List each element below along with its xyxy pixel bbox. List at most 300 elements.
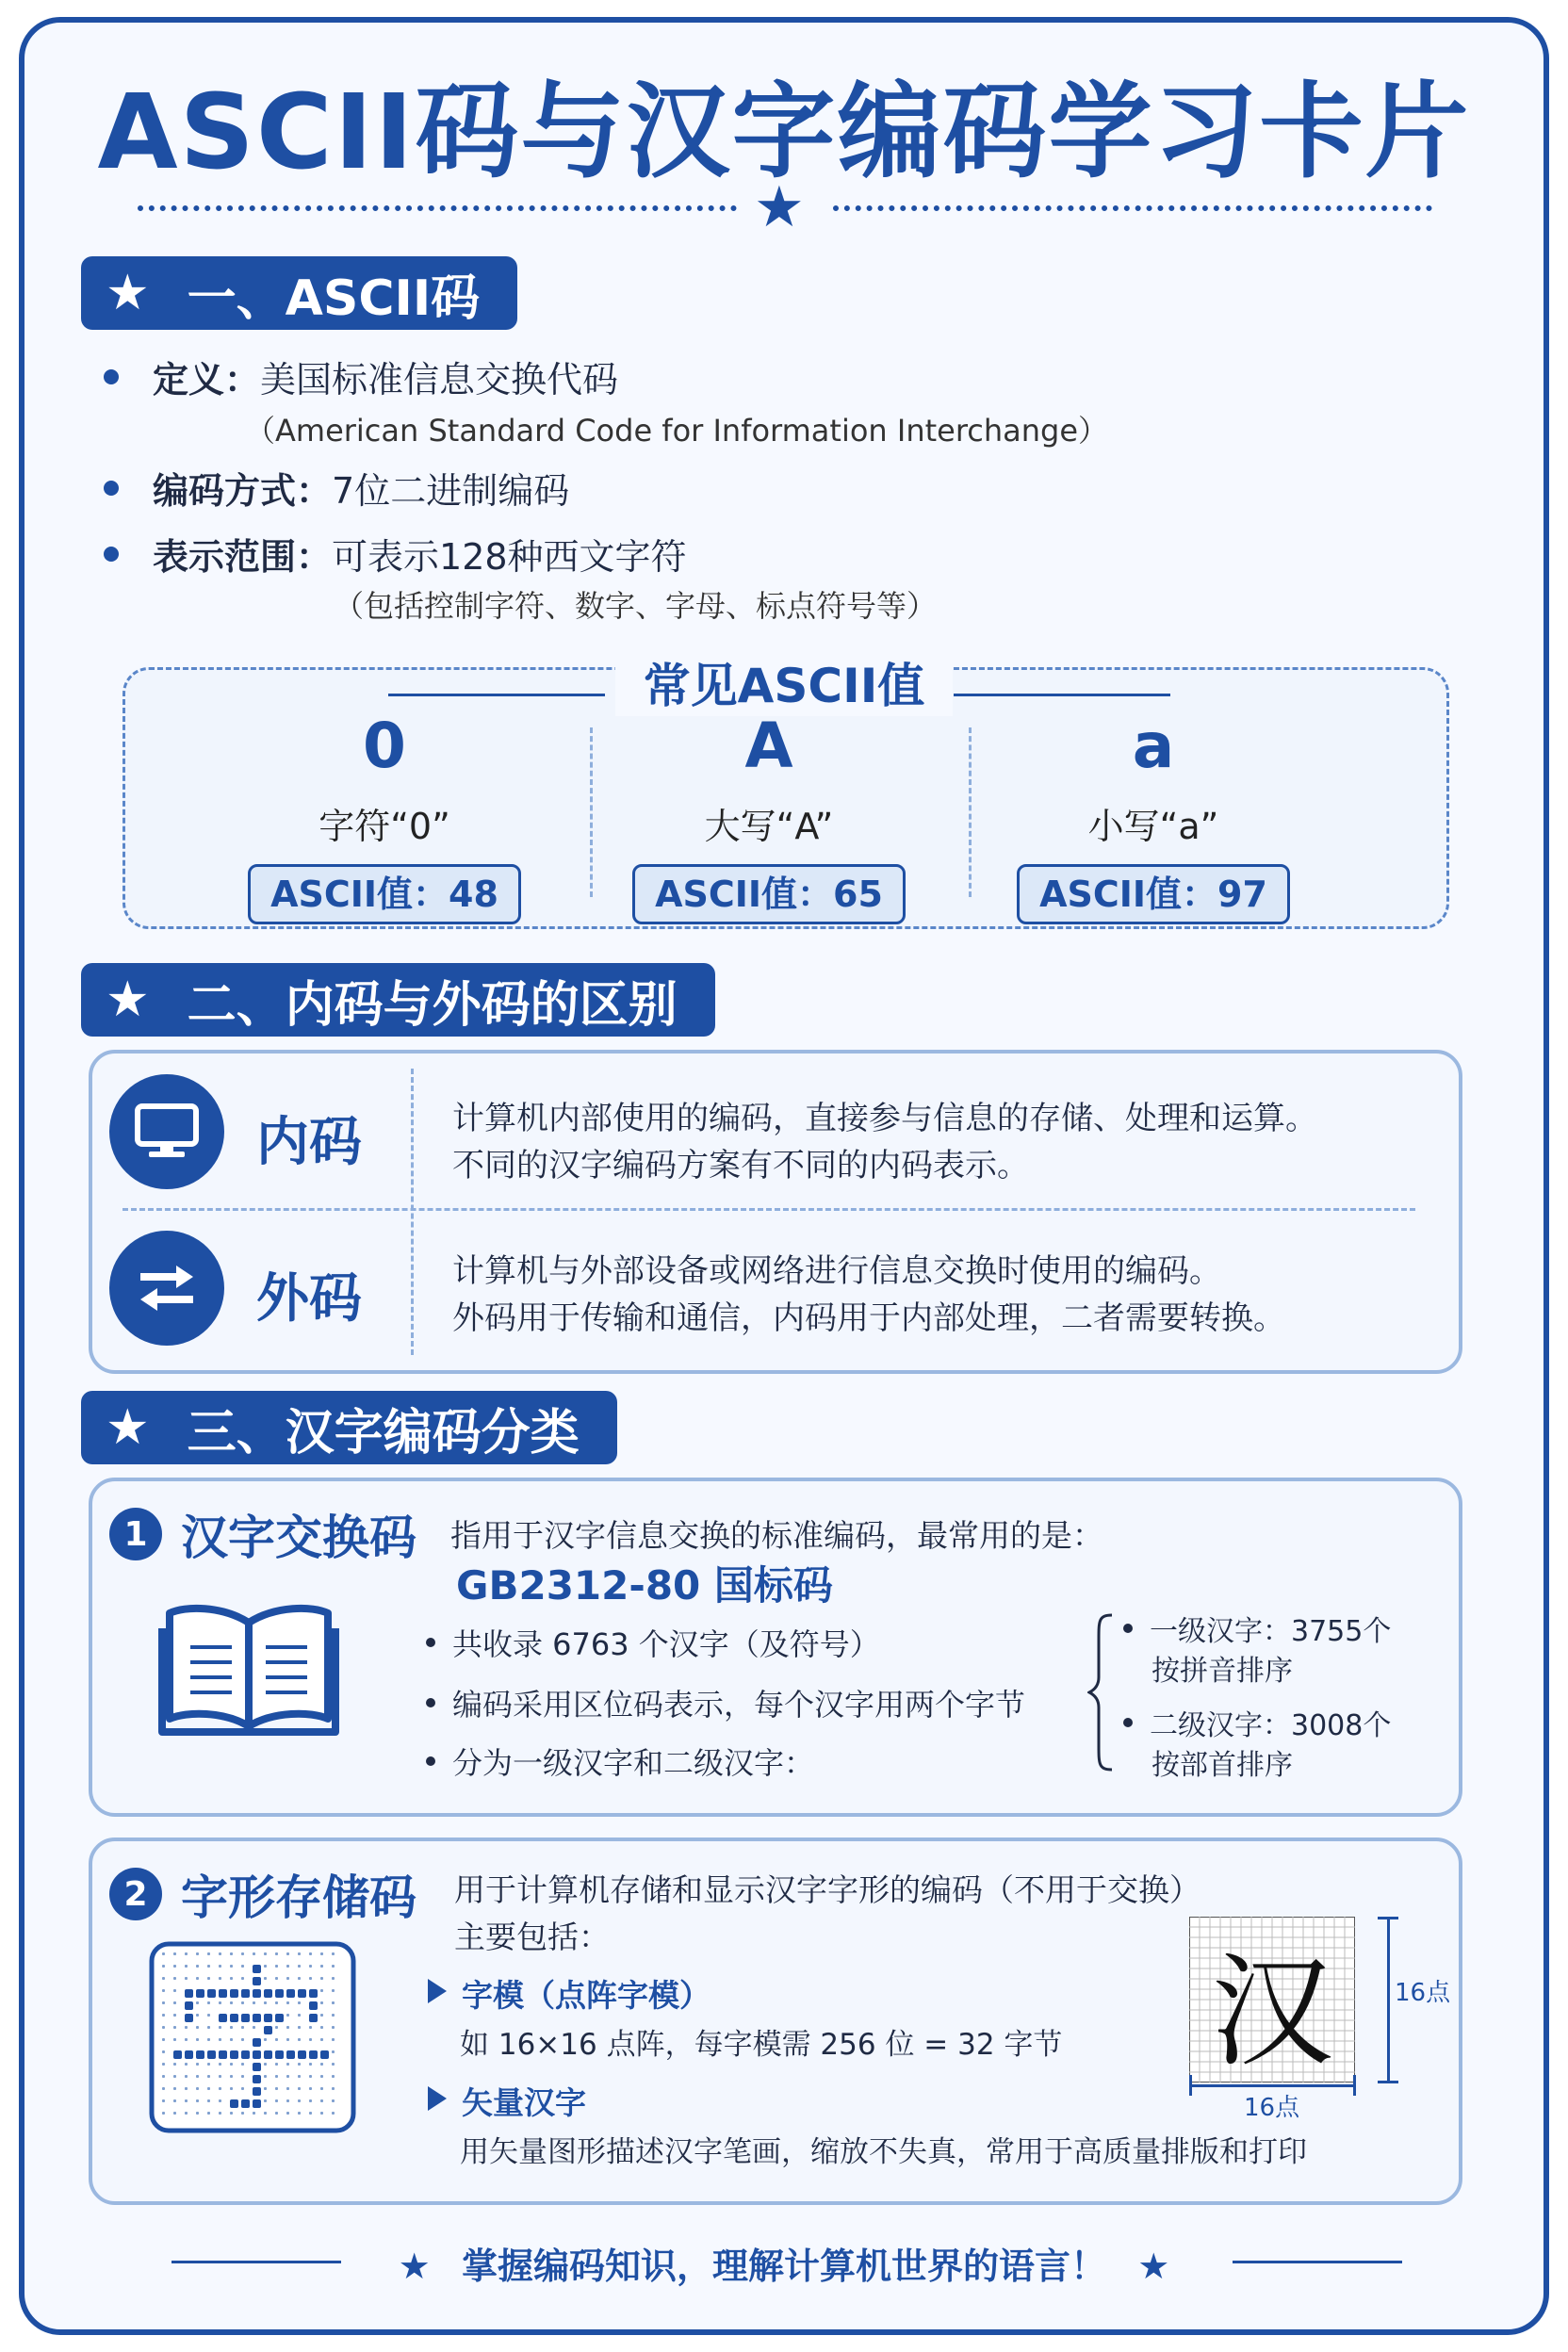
exchange-point-2 — [426, 1740, 814, 1783]
matrix-dot-off — [173, 2026, 176, 2029]
matrix-dot-on — [253, 1965, 261, 1973]
example-char: A — [744, 710, 793, 782]
example-value-badge: ASCII值：48 — [248, 864, 521, 924]
matrix-dot-off — [173, 2099, 176, 2102]
matrix-dot-off — [162, 2112, 165, 2115]
matrix-dot-off — [173, 1952, 176, 1955]
title-divider-right — [833, 205, 1432, 211]
matrix-dot-off — [241, 2087, 244, 2090]
matrix-dot-off — [275, 1952, 278, 1955]
dimension-line-vertical — [1387, 1917, 1390, 2082]
matrix-dot-off — [275, 1965, 278, 1968]
matrix-dot-off — [320, 2087, 323, 2090]
matrix-dot-off — [309, 2026, 312, 2029]
matrix-dot-off — [298, 1952, 301, 1955]
star-icon: ★ — [1137, 2246, 1170, 2287]
exchange-arrows-icon — [109, 1231, 224, 1346]
matrix-dot-off — [309, 2075, 312, 2078]
outer-code-line1: 计算机与外部设备或网络进行信息交换时使用的编码。 — [452, 1252, 1221, 1290]
matrix-dot-off — [298, 2063, 301, 2066]
matrix-dot-off — [309, 1952, 312, 1955]
ascii-example-1 — [580, 709, 957, 924]
matrix-dot-off — [196, 2014, 199, 2017]
matrix-dot-off — [264, 2063, 267, 2066]
matrix-dot-off — [275, 2075, 278, 2078]
matrix-dot-off — [298, 2026, 301, 2029]
matrix-dot-off — [264, 2038, 267, 2041]
matrix-dot-off — [241, 2063, 244, 2066]
vector-glyph-title: 矢量汉字 — [462, 2084, 586, 2121]
page-title: ASCII码与汉字编码学习卡片 — [97, 72, 1471, 192]
dimension-tick — [1378, 2081, 1398, 2083]
matrix-dot-off — [320, 1989, 323, 1992]
matrix-dot-off — [264, 2001, 267, 2004]
matrix-dot-off — [207, 2075, 210, 2078]
matrix-dot-off — [264, 1965, 267, 1968]
matrix-dot-off — [320, 1977, 323, 1980]
dimension-tick — [1189, 2075, 1192, 2096]
matrix-dot-off — [162, 2063, 165, 2066]
level2-line1 — [1123, 1702, 1391, 1743]
matrix-dot-off — [332, 2112, 335, 2115]
definition-value: 美国标准信息交换代码 — [260, 359, 619, 400]
level1-count: 一级汉字：3755个 — [1150, 1615, 1392, 1648]
example-char: a — [1132, 710, 1175, 782]
exchange-code-desc: 指用于汉字信息交换的标准编码，最常用的是： — [450, 1517, 1103, 1554]
matrix-dot-off — [309, 2038, 312, 2041]
exchange-point-0 — [426, 1621, 880, 1664]
matrix-dot-off — [196, 2001, 199, 2004]
matrix-dot-on — [241, 1989, 250, 1998]
matrix-dot-off — [207, 1965, 210, 1968]
matrix-dot-off — [219, 2075, 221, 2078]
matrix-dot-off — [196, 2112, 199, 2115]
section-ascii-heading — [81, 256, 517, 330]
matrix-dot-off — [207, 2063, 210, 2066]
vector-glyph-desc: 用矢量图形描述汉字笔画，缩放不失真，常用于高质量排版和打印 — [460, 2135, 1307, 2169]
matrix-dot-off — [275, 1977, 278, 1980]
matrix-dot-off — [219, 2026, 221, 2029]
matrix-dot-off — [286, 2087, 289, 2090]
matrix-dot-off — [320, 1952, 323, 1955]
panel-divider-horizontal — [122, 1208, 1415, 1211]
footer-slogan — [0, 2237, 1568, 2289]
matrix-dot-off — [320, 2075, 323, 2078]
matrix-dot-off — [286, 1977, 289, 1980]
matrix-dot-off — [185, 2112, 188, 2115]
dot-matrix-icon — [149, 1941, 356, 2137]
matrix-dot-off — [219, 1965, 221, 1968]
matrix-dot-off — [332, 2050, 335, 2053]
inner-code-name: 内码 — [256, 1112, 362, 1173]
glyph-code-sub: 主要包括： — [454, 1919, 610, 1955]
dot-matrix-title: 字模（点阵字模） — [462, 1977, 710, 2014]
matrix-dot-off — [207, 2087, 210, 2090]
matrix-dot-on — [219, 1989, 227, 1998]
matrix-dot-off — [332, 2001, 335, 2004]
bullet-icon — [104, 369, 119, 384]
matrix-dot-off — [162, 2050, 165, 2053]
matrix-dot-on — [253, 2014, 261, 2022]
matrix-dot-on — [185, 2014, 193, 2022]
matrix-dot-off — [320, 2038, 323, 2041]
matrix-dot-off — [185, 1977, 188, 1980]
matrix-dot-off — [253, 2112, 255, 2115]
matrix-dot-on — [230, 1989, 238, 1998]
matrix-dot-off — [286, 2038, 289, 2041]
matrix-dot-off — [173, 1989, 176, 1992]
matrix-dot-off — [332, 2063, 335, 2066]
matrix-dot-off — [230, 2063, 233, 2066]
ascii-example-0 — [196, 709, 573, 924]
bullet-icon — [1123, 1718, 1133, 1727]
matrix-dot-off — [219, 2112, 221, 2115]
glyph-code-desc: 用于计算机存储和显示汉字字形的编码（不用于交换） — [454, 1871, 1200, 1908]
matrix-dot-off — [185, 2099, 188, 2102]
matrix-dot-off — [241, 2112, 244, 2115]
matrix-dot-off — [230, 2087, 233, 2090]
dimension-label-horizontal: 16点 — [1244, 2094, 1300, 2122]
matrix-dot-off — [230, 2038, 233, 2041]
exchange-code-title: 汉字交换码 — [181, 1511, 416, 1565]
matrix-dot-off — [196, 1952, 199, 1955]
matrix-dot-off — [241, 2026, 244, 2029]
example-label: 小写“a” — [1087, 806, 1219, 847]
matrix-dot-off — [286, 1952, 289, 1955]
outer-code-desc — [452, 1248, 1285, 1342]
matrix-dot-off — [332, 2099, 335, 2102]
gb2312-standard: GB2312-80 国标码 — [456, 1562, 833, 1609]
matrix-dot-off — [173, 2087, 176, 2090]
matrix-dot-off — [286, 2063, 289, 2066]
matrix-dot-off — [219, 2001, 221, 2004]
matrix-dot-on — [264, 2050, 272, 2059]
matrix-dot-on — [275, 1989, 284, 1998]
example-label: 字符“0” — [318, 806, 450, 847]
matrix-dot-off — [264, 1977, 267, 1980]
matrix-dot-off — [219, 2099, 221, 2102]
star-icon: ★ — [754, 174, 805, 240]
matrix-dot-off — [185, 2026, 188, 2029]
ascii-range — [104, 528, 687, 580]
matrix-dot-off — [332, 2014, 335, 2017]
footer-text: 掌握编码知识，理解计算机世界的语言！ — [461, 2246, 1106, 2287]
matrix-dot-off — [185, 1965, 188, 1968]
matrix-dot-off — [275, 2026, 278, 2029]
outer-code-line2: 外码用于传输和通信，内码用于内部处理，二者需要转换。 — [452, 1299, 1285, 1337]
matrix-dot-off — [275, 2099, 278, 2102]
matrix-dot-off — [264, 1952, 267, 1955]
matrix-dot-off — [286, 2026, 289, 2029]
star-icon: ★ — [106, 972, 150, 1028]
matrix-dot-off — [298, 2087, 301, 2090]
matrix-dot-off — [207, 2099, 210, 2102]
matrix-dot-on — [185, 1989, 193, 1998]
matrix-dot-off — [286, 2001, 289, 2004]
matrix-dot-off — [207, 1952, 210, 1955]
matrix-dot-on — [253, 1977, 261, 1985]
matrix-dot-off — [286, 2099, 289, 2102]
matrix-dot-on — [264, 2026, 272, 2034]
matrix-dot-off — [264, 2112, 267, 2115]
matrix-dot-off — [298, 2099, 301, 2102]
title-divider-left — [138, 205, 737, 211]
matrix-dot-off — [241, 2075, 244, 2078]
matrix-dot-on — [173, 2050, 182, 2059]
matrix-dot-off — [320, 2026, 323, 2029]
panel-divider-vertical — [411, 1069, 414, 1355]
matrix-dot-on — [207, 2050, 216, 2059]
matrix-dot-off — [173, 2112, 176, 2115]
point-text: 编码采用区位码表示，每个汉字用两个字节 — [452, 1687, 1026, 1723]
matrix-dot-on — [309, 1989, 318, 1998]
matrix-dot-off — [207, 2014, 210, 2017]
ascii-definition — [104, 351, 618, 402]
matrix-dot-off — [332, 1989, 335, 1992]
matrix-dot-off — [298, 2075, 301, 2078]
matrix-dot-off — [230, 1952, 233, 1955]
matrix-dot-on — [286, 2050, 295, 2059]
matrix-dot-off — [332, 2038, 335, 2041]
matrix-dot-off — [162, 2038, 165, 2041]
matrix-dot-off — [207, 2112, 210, 2115]
star-icon: ★ — [106, 1399, 150, 1456]
matrix-dot-on — [185, 2001, 193, 2010]
matrix-dot-off — [162, 2099, 165, 2102]
exchange-point-1 — [426, 1681, 1025, 1724]
matrix-dot-off — [320, 2112, 323, 2115]
matrix-dot-on — [286, 1989, 295, 1998]
matrix-dot-off — [162, 1977, 165, 1980]
matrix-dot-off — [253, 1952, 255, 1955]
matrix-dot-off — [298, 1965, 301, 1968]
matrix-dot-off — [185, 2075, 188, 2078]
range-note: （包括控制字符、数字、字母、标点符号等） — [334, 588, 938, 624]
matrix-dot-on — [241, 2099, 250, 2108]
matrix-dot-on — [219, 2014, 227, 2022]
matrix-dot-on — [253, 2038, 261, 2047]
inner-code-line1: 计算机内部使用的编码，直接参与信息的存储、处理和运算。 — [452, 1100, 1317, 1137]
matrix-dot-on — [241, 2014, 250, 2022]
matrix-dot-off — [185, 2087, 188, 2090]
matrix-dot-off — [196, 1965, 199, 1968]
matrix-dot-off — [162, 2087, 165, 2090]
point-text: 分为一级汉字和二级汉字： — [452, 1745, 815, 1781]
level1-line1 — [1123, 1608, 1391, 1649]
section-title: 三、汉字编码分类 — [187, 1404, 580, 1462]
common-ascii-title-wrap — [0, 648, 1568, 716]
matrix-dot-on — [207, 1989, 216, 1998]
matrix-dot-off — [162, 1989, 165, 1992]
matrix-dot-off — [162, 2014, 165, 2017]
matrix-dot-off — [173, 2075, 176, 2078]
matrix-dot-off — [162, 1952, 165, 1955]
matrix-dot-on — [264, 2014, 272, 2022]
encoding-label: 编码方式： — [153, 470, 333, 512]
matrix-dot-off — [298, 2001, 301, 2004]
matrix-dot-off — [230, 1965, 233, 1968]
ascii-encoding — [104, 462, 569, 514]
matrix-dot-off — [196, 2087, 199, 2090]
matrix-dot-off — [230, 2001, 233, 2004]
matrix-dot-off — [309, 2112, 312, 2115]
matrix-dot-off — [320, 2063, 323, 2066]
example-value-badge: ASCII值：97 — [1017, 864, 1290, 924]
matrix-dot-on — [196, 1989, 204, 1998]
triangle-bullet-icon — [428, 1979, 447, 2003]
matrix-dot-off — [241, 2001, 244, 2004]
matrix-dot-off — [241, 1952, 244, 1955]
matrix-dot-on — [253, 2050, 261, 2059]
monitor-icon — [109, 1074, 224, 1189]
bullet-icon — [426, 1698, 435, 1707]
matrix-dot-off — [219, 2087, 221, 2090]
section-title: 二、内码与外码的区别 — [187, 976, 678, 1034]
matrix-dot-on — [230, 2099, 238, 2108]
matrix-dot-off — [219, 2063, 221, 2066]
matrix-dot-off — [320, 2001, 323, 2004]
matrix-dot-off — [196, 2075, 199, 2078]
matrix-dot-off — [286, 2014, 289, 2017]
matrix-dot-off — [309, 1977, 312, 1980]
matrix-dot-off — [275, 2063, 278, 2066]
matrix-dot-off — [309, 2087, 312, 2090]
matrix-dot-off — [219, 1952, 221, 1955]
matrix-dot-off — [286, 2075, 289, 2078]
level1-order: 按拼音排序 — [1152, 1655, 1293, 1688]
matrix-dot-on — [253, 2099, 261, 2108]
matrix-dot-off — [207, 1977, 210, 1980]
matrix-dot-off — [253, 2001, 255, 2004]
range-value: 可表示128种西文字符 — [332, 536, 687, 578]
matrix-dot-off — [298, 2112, 301, 2115]
matrix-dot-on — [253, 2063, 261, 2071]
matrix-dot-on — [230, 2050, 238, 2059]
matrix-dot-off — [173, 2063, 176, 2066]
matrix-dot-off — [309, 2063, 312, 2066]
matrix-dot-off — [230, 2075, 233, 2078]
star-icon: ★ — [106, 265, 150, 321]
level2-order: 按部首排序 — [1152, 1749, 1293, 1782]
matrix-dot-off — [196, 1977, 199, 1980]
bullet-icon — [104, 481, 119, 496]
definition-english: （American Standard Code for Information Interchange） — [245, 413, 1109, 449]
matrix-dot-on — [196, 2050, 204, 2059]
encoding-value: 7位二进制编码 — [332, 470, 570, 512]
triangle-bullet-icon — [428, 2086, 447, 2111]
matrix-dot-on — [219, 2050, 227, 2059]
section-inner-outer-heading — [81, 963, 715, 1037]
example-value-badge: ASCII值：65 — [632, 864, 906, 924]
matrix-dot-off — [286, 1965, 289, 1968]
outer-code-name: 外码 — [256, 1268, 362, 1330]
matrix-dot-on — [309, 2050, 318, 2059]
matrix-dot-off — [207, 2038, 210, 2041]
matrix-dot-off — [162, 2075, 165, 2078]
number-badge: 2 — [109, 1868, 162, 1920]
matrix-dot-off — [332, 2075, 335, 2078]
matrix-dot-off — [309, 2099, 312, 2102]
matrix-dot-on — [309, 2014, 318, 2022]
matrix-dot-off — [241, 1965, 244, 1968]
matrix-dot-off — [173, 2038, 176, 2041]
matrix-dot-off — [298, 2014, 301, 2017]
ascii-example-2 — [965, 709, 1342, 924]
matrix-dot-off — [298, 2038, 301, 2041]
matrix-dot-off — [275, 2112, 278, 2115]
section-chinese-encoding-heading — [81, 1391, 617, 1464]
matrix-dot-on — [309, 2001, 318, 2010]
matrix-dot-off — [173, 2001, 176, 2004]
inner-code-desc — [452, 1095, 1317, 1189]
matrix-dot-off — [298, 1977, 301, 1980]
matrix-dot-off — [332, 1965, 335, 1968]
star-icon: ★ — [398, 2246, 431, 2287]
matrix-dot-off — [320, 2014, 323, 2017]
matrix-dot-off — [185, 1952, 188, 1955]
matrix-dot-on — [241, 2050, 250, 2059]
common-ascii-title: 常见ASCII值 — [615, 648, 954, 716]
matrix-dot-off — [264, 2075, 267, 2078]
matrix-dot-on — [253, 2087, 261, 2096]
matrix-dot-off — [332, 1977, 335, 1980]
matrix-dot-off — [332, 2087, 335, 2090]
matrix-dot-off — [230, 2026, 233, 2029]
range-label: 表示范围： — [153, 536, 333, 578]
point-text: 共收录 6763 个汉字（及符号） — [452, 1626, 880, 1662]
section-title: 一、ASCII码 — [187, 270, 481, 327]
matrix-dot-off — [332, 2026, 335, 2029]
dot-matrix-desc: 如 16×16 点阵，每字模需 256 位 = 32 字节 — [460, 2028, 1063, 2062]
matrix-dot-off — [196, 2099, 199, 2102]
open-book-icon — [156, 1598, 341, 1743]
matrix-dot-off — [230, 2112, 233, 2115]
matrix-dot-off — [264, 2099, 267, 2102]
matrix-dot-off — [185, 2038, 188, 2041]
matrix-dot-off — [162, 1965, 165, 1968]
dimension-tick — [1353, 2075, 1356, 2096]
matrix-dot-off — [320, 1965, 323, 1968]
matrix-dot-off — [196, 2038, 199, 2041]
number-badge: 1 — [109, 1508, 162, 1560]
matrix-dot-off — [264, 2087, 267, 2090]
matrix-dot-off — [219, 2038, 221, 2041]
matrix-dot-off — [196, 2063, 199, 2066]
matrix-dot-off — [275, 2087, 278, 2090]
level2-count: 二级汉字：3008个 — [1150, 1709, 1392, 1742]
matrix-dot-off — [207, 2001, 210, 2004]
matrix-dot-on — [298, 1989, 306, 1998]
matrix-dot-off — [173, 1977, 176, 1980]
matrix-dot-off — [286, 2112, 289, 2115]
brace-icon — [1087, 1611, 1116, 1777]
matrix-dot-on — [298, 2050, 306, 2059]
matrix-dot-off — [219, 1977, 221, 1980]
matrix-dot-off — [320, 2099, 323, 2102]
matrix-dot-off — [275, 2001, 278, 2004]
bullet-icon — [1123, 1624, 1133, 1633]
matrix-dot-off — [241, 2038, 244, 2041]
sample-glyph-char: 汉 — [1210, 1939, 1333, 2083]
matrix-dot-off — [275, 2038, 278, 2041]
matrix-dot-off — [162, 2001, 165, 2004]
matrix-dot-off — [173, 2014, 176, 2017]
dimension-line-horizontal — [1189, 2084, 1355, 2087]
matrix-dot-off — [253, 2026, 255, 2029]
matrix-dot-off — [332, 1952, 335, 1955]
dimension-tick — [1378, 1917, 1398, 1919]
matrix-dot-off — [207, 2026, 210, 2029]
